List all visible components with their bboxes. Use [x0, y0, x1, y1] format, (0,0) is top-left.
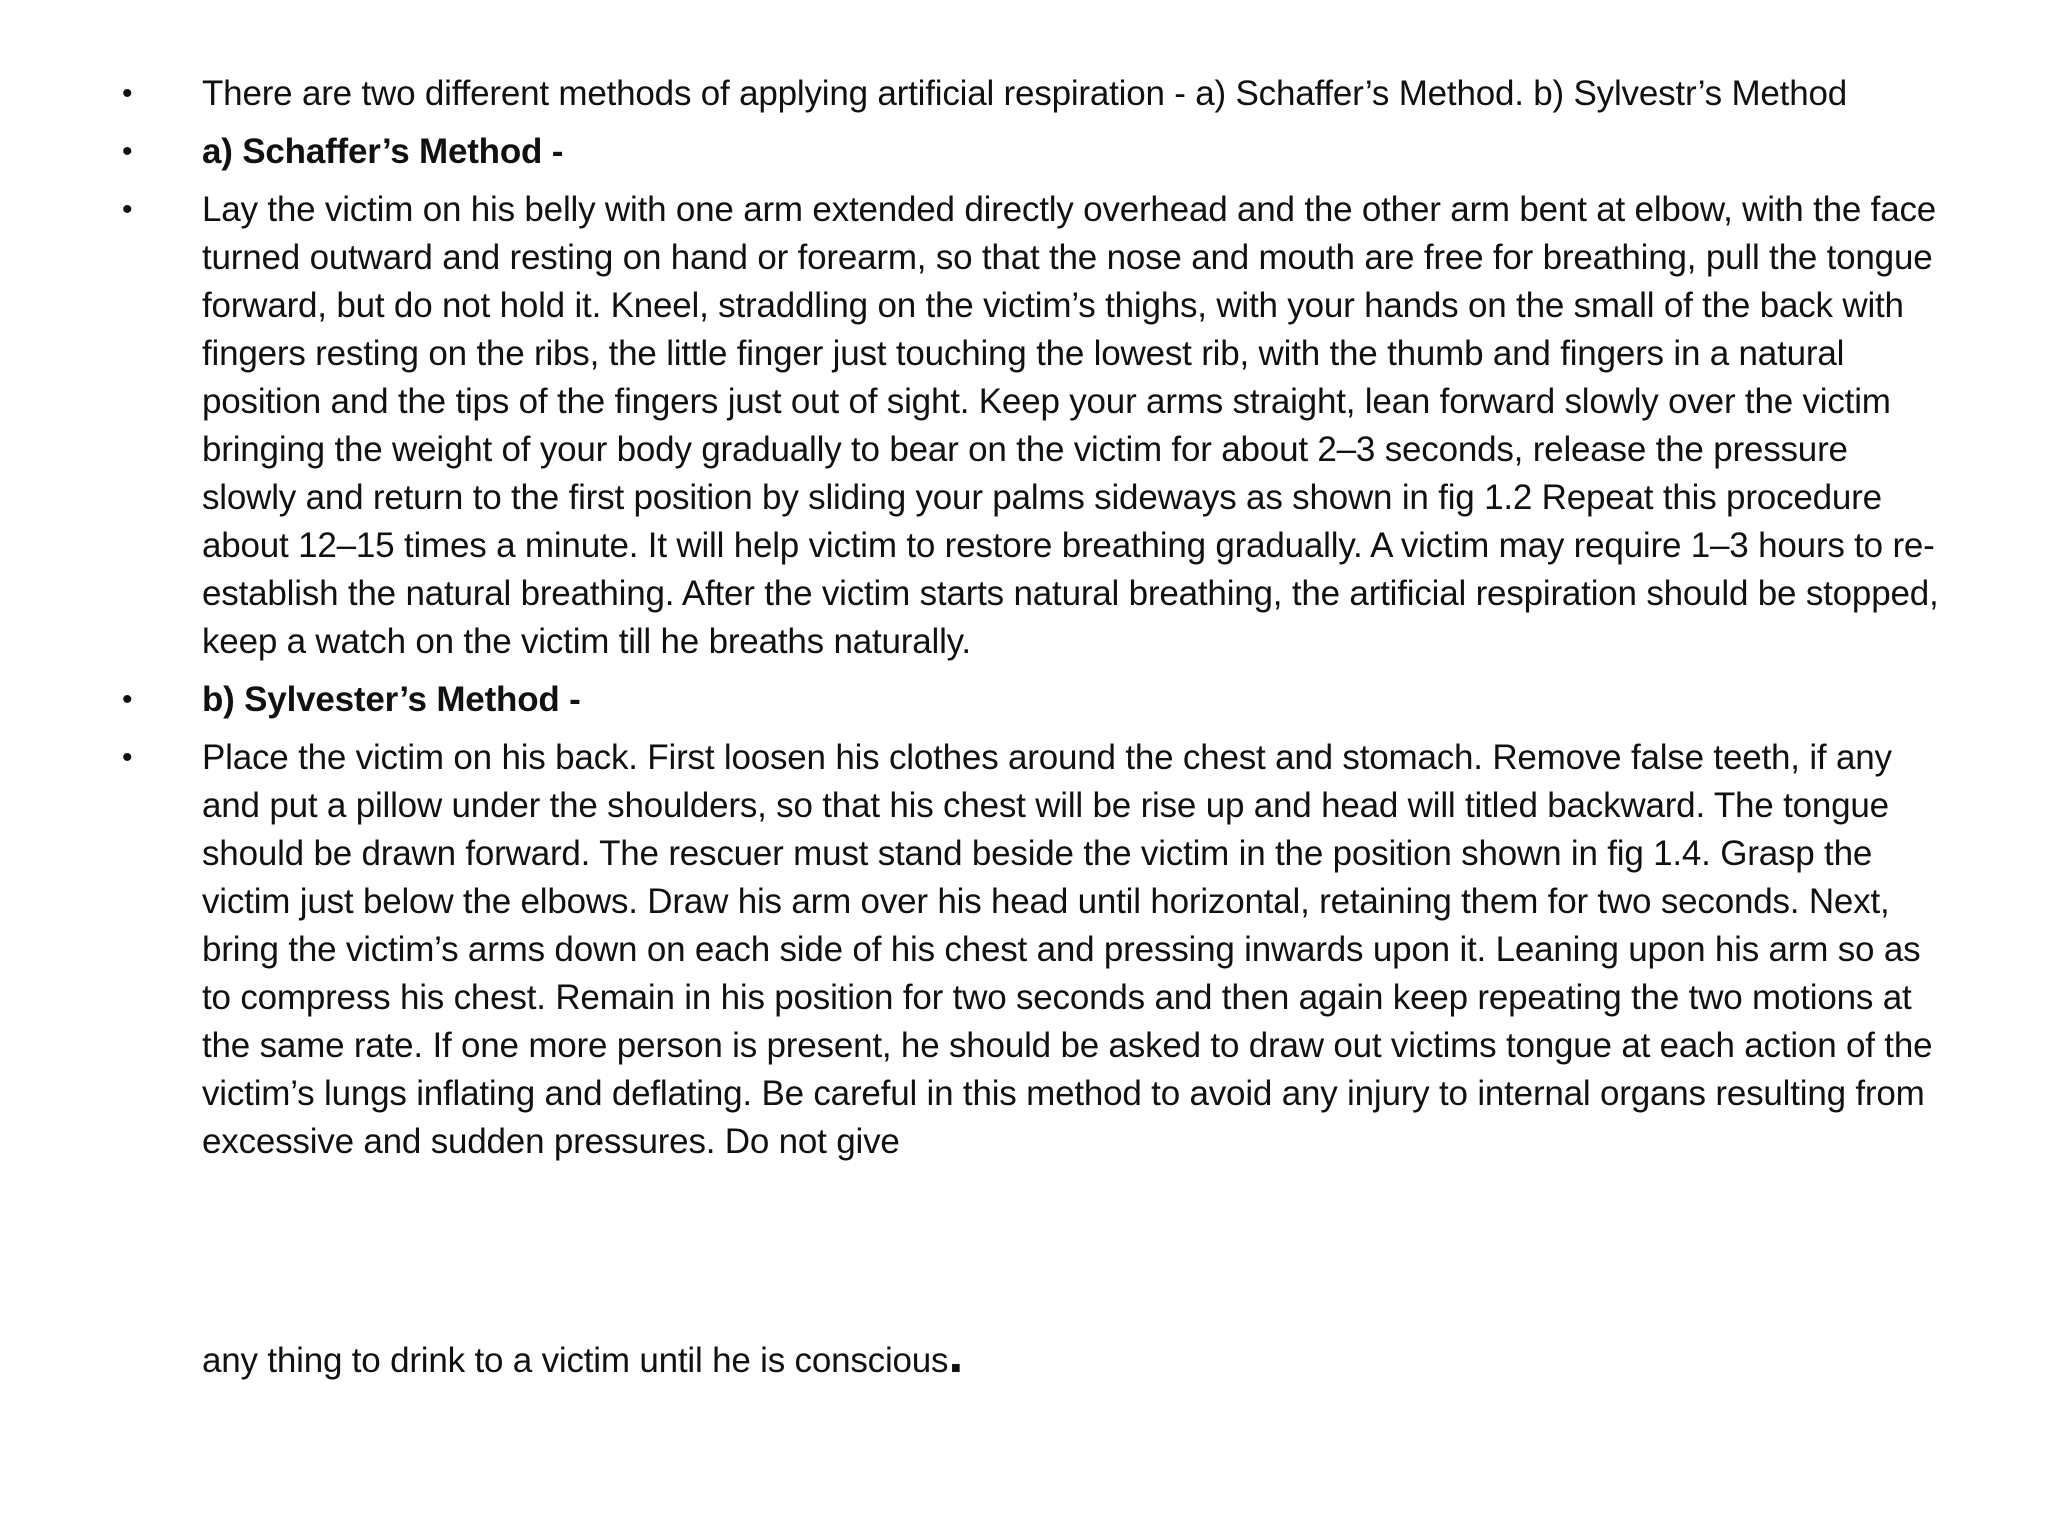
bullet-dot: •	[122, 741, 133, 774]
bullet-text: Lay the victim on his belly with one arm extended directly overhead and the other arm bent at elbow, with the face turned outward and resting on hand or forearm, so that the nose and mouth are free for breathing, pull the tongue forward, but do not hold it. Kneel, straddling on the victim’s thighs, with your hands on the small of the back with fingers resting on the ribs, the little finger just touching the lowest rib, with the thumb and fingers in a natural position and the tips of the fingers just out of sight. Keep your arms straight, lean forward slowly over the victim bringing the weight of your body gradually to bear on the victim for about 2–3 seconds, release the pressure slowly and return to the first position by sliding your palms sideways as shown in fig 1.2 Repeat this procedure about 12–15 times a minute. It will help victim to restore breathing gradually. A victim may require 1–3 hours to re-establish the natural breathing. After the victim starts natural breathing, the artificial respiration should be stopped, keep a watch on the victim till he breaths naturally.	[202, 190, 1939, 661]
bullet-text: There are two different methods of applying artificial respiration - a) Schaffer’s Method. b) Sylvestr’s Method	[202, 74, 1847, 113]
heading-text: b) Sylvester’s Method -	[202, 680, 581, 719]
tail-period: .	[948, 1324, 964, 1384]
bullet-heading-sylvester	[118, 676, 1948, 724]
bullet-list	[118, 70, 1948, 1176]
bullet-sylvester-description	[118, 734, 1948, 1166]
tail-line	[202, 1324, 964, 1385]
bullet-heading-schaffer	[118, 128, 1948, 176]
bullet-intro	[118, 70, 1948, 118]
bullet-dot: •	[122, 193, 133, 226]
tail-text: any thing to drink to a victim until he is conscious	[202, 1341, 949, 1380]
bullet-schaffer-description	[118, 186, 1948, 666]
bullet-dot: •	[122, 135, 133, 168]
heading-text: a) Schaffer’s Method -	[202, 132, 564, 171]
bullet-dot: •	[122, 77, 133, 110]
bullet-text: Place the victim on his back. First loosen his clothes around the chest and stomach. Remove false teeth, if any and put a pillow under the shoulders, so that his chest will be rise up and head will titled backward. The tongue should be drawn forward. The rescuer must stand beside the victim in the position shown in fig 1.4. Grasp the victim just below the elbows. Draw his arm over his head until horizontal, retaining them for two seconds. Next, bring the victim’s arms down on each side of his chest and pressing inwards upon it. Leaning upon his arm so as to compress his chest. Remain in his position for two seconds and then again keep repeating the two motions at the same rate. If one more person is present, he should be asked to draw out victims tongue at each action of the victim’s lungs inflating and deflating. Be careful in this method to avoid any injury to internal organs resulting from excessive and sudden pressures. Do not give	[202, 738, 1933, 1161]
bullet-dot: •	[122, 683, 133, 716]
